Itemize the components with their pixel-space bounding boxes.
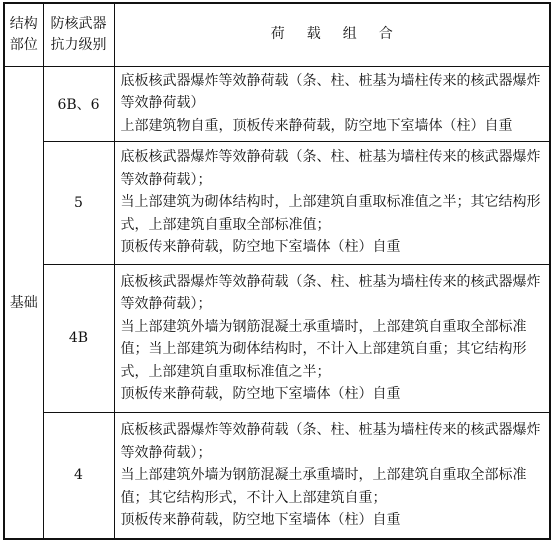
table-row xyxy=(4,412,550,539)
combination-line: 当上部建筑为砌体结构时，上部建筑自重取标准值之半；其它结构形式，上部建筑自重取全部标准值； xyxy=(120,194,541,233)
resistance-level-cell: 6B、6 xyxy=(43,66,114,141)
combination-line: 当上部建筑外墙为钢筋混凝土承重墙时，上部建筑自重取全部标准值；当上部建筑为砌体结构时，不计入上部建筑自重；其它结构形式，上部建筑自重取标准值之半； xyxy=(120,318,527,380)
header-structure-part-line-1: 结构 xyxy=(9,15,38,32)
header-structure-part-line-2: 部位 xyxy=(9,36,38,53)
header-resistance-level-line-1: 防核武器 xyxy=(50,15,107,32)
combination-line: 底板核武器爆炸等效静荷载（条、柱、桩基为墙柱传来的核武器爆炸等效静荷载）； xyxy=(120,422,541,461)
combination-line: 顶板传来静荷载，防空地下室墙体（柱）自重 xyxy=(120,512,401,528)
combination-line: 底板核武器爆炸等效静荷载（条、柱、桩基为墙柱传来的核武器爆炸等效静荷载） xyxy=(120,72,541,112)
header-resistance-level-line-2: 抗力级别 xyxy=(50,36,107,53)
resistance-level-cell: 4B xyxy=(43,264,114,412)
header-resistance-level xyxy=(43,3,114,66)
combination-line: 底板核武器爆炸等效静荷载（条、柱、桩基为墙柱传来的核武器爆炸等效静荷载）； xyxy=(120,149,541,188)
header-row xyxy=(4,3,550,66)
structure-part-cell: 基础 xyxy=(4,66,43,539)
header-load-combination: 荷载组合 xyxy=(114,3,550,66)
combination-line: 顶板传来静荷载，防空地下室墙体（柱）自重 xyxy=(120,386,401,402)
load-combination-table xyxy=(3,2,551,540)
header-structure-part xyxy=(4,3,43,66)
combination-line: 上部建筑物自重，顶板传来静荷载，防空地下室墙体（柱）自重 xyxy=(120,117,513,134)
load-combination-cell xyxy=(114,141,550,264)
combination-line: 底板核武器爆炸等效静荷载（条、柱、桩基为墙柱传来的核武器爆炸等效静荷载）； xyxy=(120,273,541,312)
table-row xyxy=(4,141,550,264)
resistance-level-cell: 4 xyxy=(43,412,114,539)
combination-line: 当上部建筑外墙为钢筋混凝土承重墙时，上部建筑自重取全部标准值；其它结构形式，不计入上部建筑自重； xyxy=(120,467,527,506)
combination-line: 顶板传来静荷载，防空地下室墙体（柱）自重 xyxy=(120,239,401,256)
table-row xyxy=(4,66,550,141)
load-combination-cell xyxy=(114,264,550,412)
resistance-level-cell: 5 xyxy=(43,141,114,264)
table-row xyxy=(4,264,550,412)
load-combination-cell xyxy=(114,66,550,141)
load-combination-cell xyxy=(114,412,550,539)
